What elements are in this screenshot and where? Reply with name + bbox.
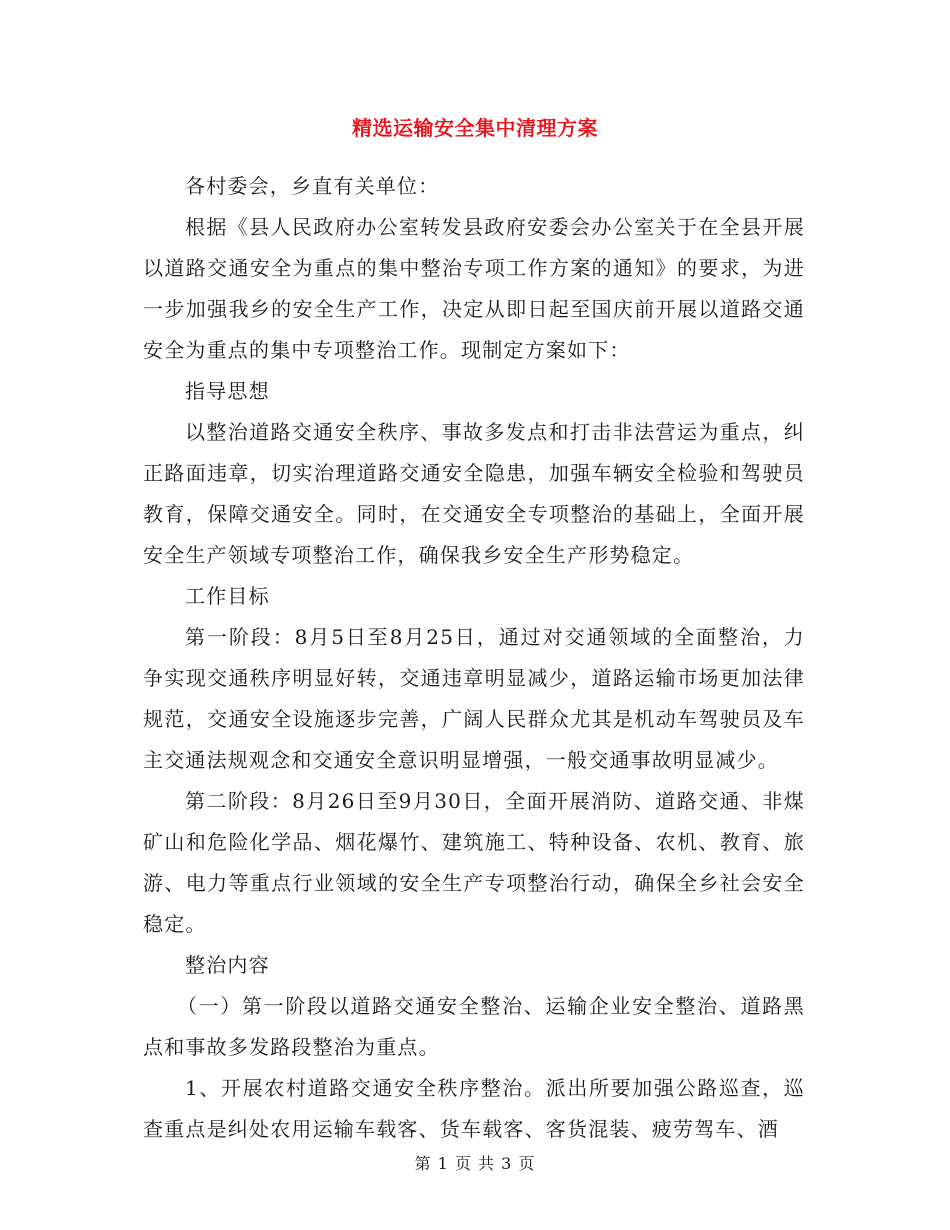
page-number-footer: 第 1 页 共 3 页	[414, 1154, 536, 1173]
salutation: 各村委会，乡直有关单位：	[185, 174, 440, 198]
guiding-ideology-paragraph: 以整治道路交通安全秩序、事故多发点和打击非法营运为重点，纠正路面违章，切实治理道路交通安全隐患，加强车辆安全检验和驾驶员教育，保障交通安全。同时，在交通安全专项整治的基础上，全面开展安全生产领域专项整治工作，确保我乡安全生产形势稳定。	[143, 420, 805, 567]
item-1-paragraph: 1、开展农村道路交通安全秩序整治。派出所要加强公路巡查，巡查重点是纠处农用运输车载客、货车载客、客货混装、疲劳驾车、酒	[143, 1076, 805, 1141]
phase-one-paragraph: 第一阶段：8月5日至8月25日，通过对交通领域的全面整治，力争实现交通秩序明显好转，交通违章明显减少，道路运输市场更加法律规范，交通安全设施逐步完善，广阔人民群众尤其是机动车驾驶员及车主交通法规观念和交通安全意识明显增强，一般交通事故明显减少。	[143, 625, 805, 772]
section-heading-work-goals: 工作目标	[185, 584, 270, 608]
item-one-paragraph: （一）第一阶段以道路交通安全整治、运输企业安全整治、道路黑点和事故多发路段整治为重点。	[143, 994, 805, 1059]
intro-paragraph: 根据《县人民政府办公室转发县政府安委会办公室关于在全县开展以道路交通安全为重点的集中整治专项工作方案的通知》的要求，为进一步加强我乡的安全生产工作，决定从即日起至国庆前开展以道路交通安全为重点的集中专项整治工作。现制定方案如下：	[143, 215, 805, 362]
phase-two-paragraph: 第二阶段：8月26日至9月30日，全面开展消防、道路交通、非煤矿山和危险化学品、烟花爆竹、建筑施工、特种设备、农机、教育、旅游、电力等重点行业领域的安全生产专项整治行动，确保全乡社会安全稳定。	[143, 789, 805, 936]
document-title: 精选运输安全集中清理方案	[352, 116, 598, 140]
section-heading-guiding-ideology: 指导思想	[185, 379, 270, 403]
section-heading-rectification-content: 整治内容	[185, 953, 270, 977]
document-body	[143, 166, 805, 1150]
